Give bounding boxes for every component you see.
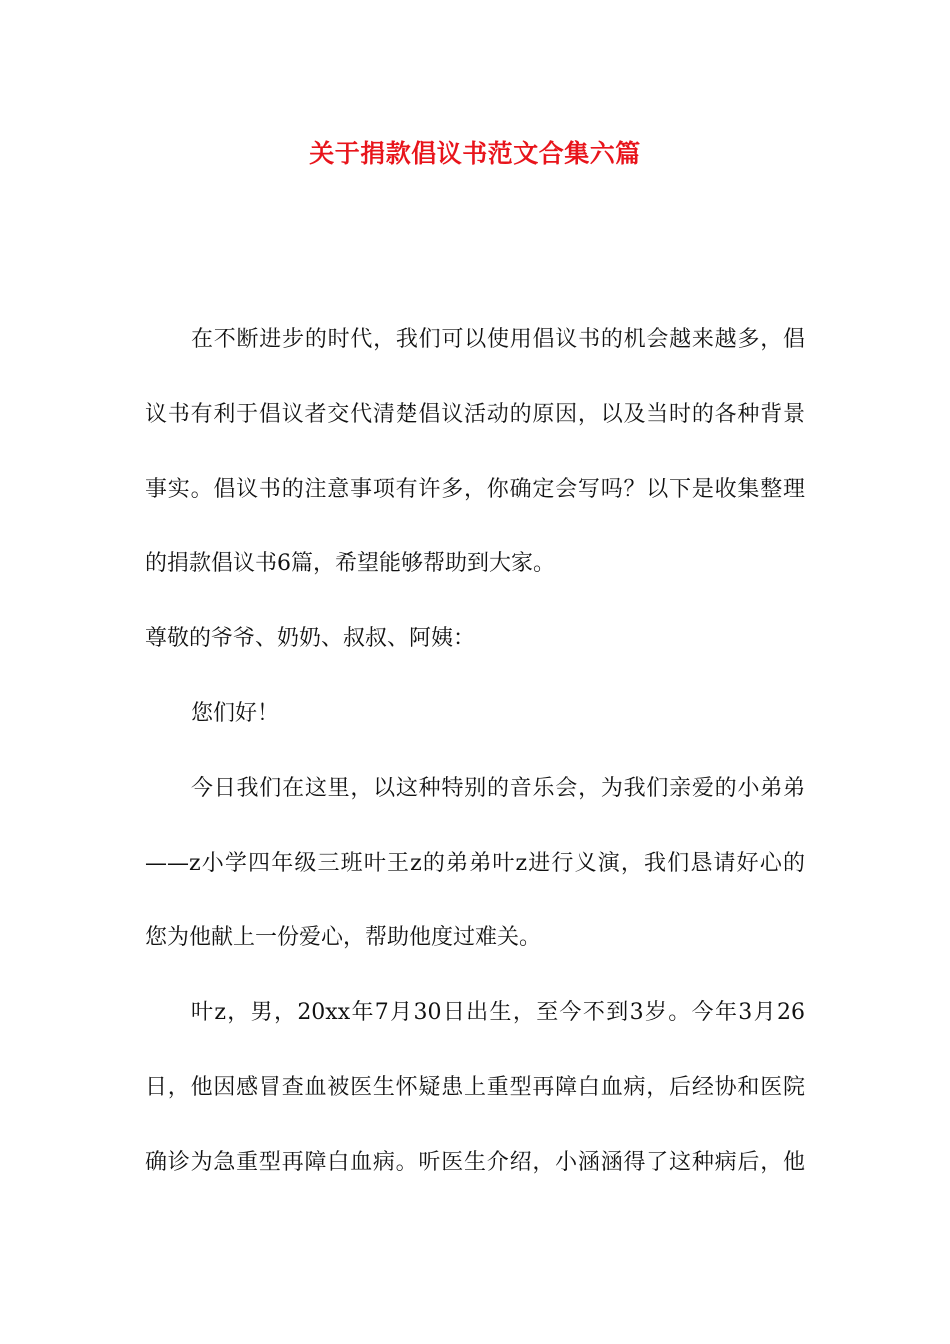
paragraph-2-line-2: 日，他因感冒查血被医生怀疑患上重型再障白血病，后经协和医院: [145, 1075, 805, 1100]
paragraph-2-line-3: 确诊为急重型再障白血病。听医生介绍，小涵涵得了这种病后，他: [145, 1150, 805, 1175]
paragraph-1-line-1: 今日我们在这里，以这种特别的音乐会，为我们亲爱的小弟弟: [191, 776, 805, 801]
intro-line-2: 议书有利于倡议者交代清楚倡议活动的原因，以及当时的各种背景: [145, 402, 805, 427]
paragraph-1-line-3: 您为他献上一份爱心，帮助他度过难关。: [145, 925, 542, 950]
greeting: 您们好！: [191, 701, 280, 726]
intro-line-3: 事实。倡议书的注意事项有许多，你确定会写吗？以下是收集整理: [145, 477, 805, 502]
intro-line-4: 的捐款倡议书6篇，希望能够帮助到大家。: [145, 551, 555, 576]
document-title: 关于捐款倡议书范文合集六篇: [309, 139, 641, 168]
paragraph-2-line-1: 叶z，男，20xx年7月30日出生，至今不到3岁。今年3月26: [191, 1000, 805, 1025]
paragraph-1-line-2: ——z小学四年级三班叶王z的弟弟叶z进行义演，我们恳请好心的: [145, 851, 805, 876]
intro-line-1: 在不断进步的时代，我们可以使用倡议书的机会越来越多，倡: [191, 327, 805, 352]
salutation: 尊敬的爷爷、奶奶、叔叔、阿姨：: [145, 626, 476, 651]
